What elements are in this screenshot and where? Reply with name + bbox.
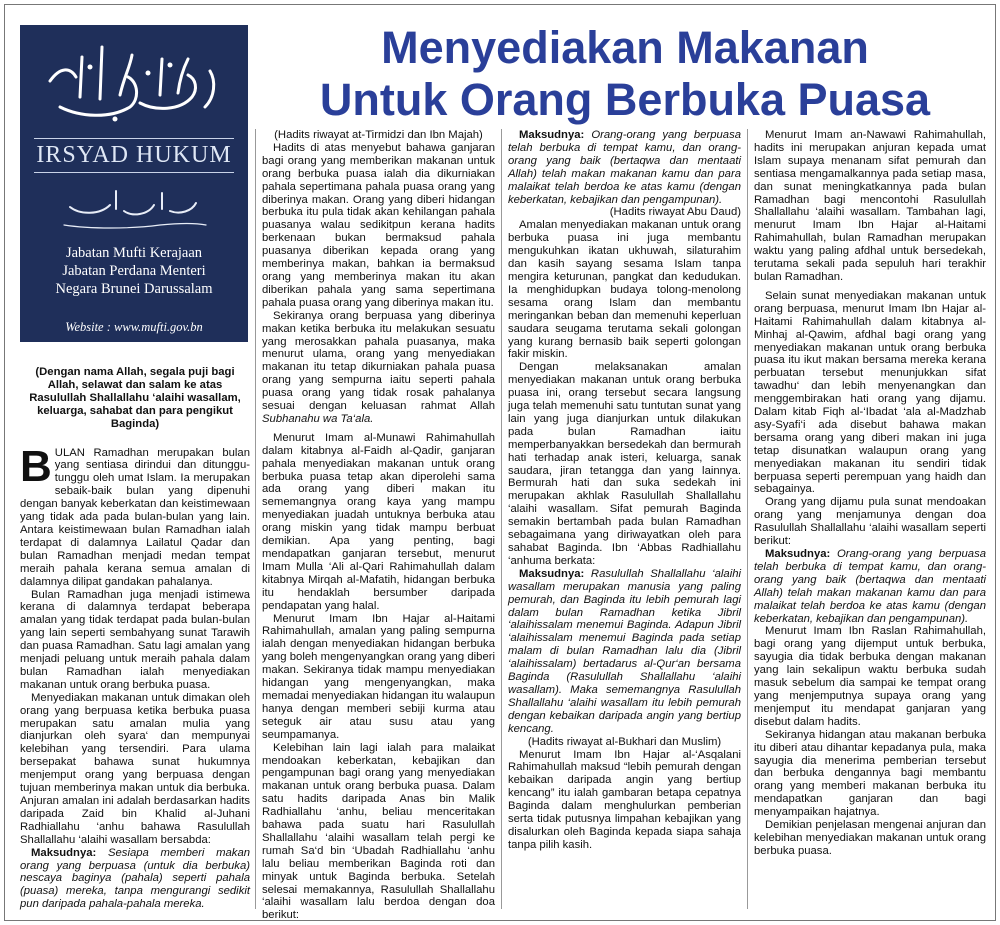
paragraph: Menyediakan makanan untuk dimakan oleh orang yang berpuasa ketika berbuka puasa merupakan satu amalan mulia yang dianjurkan oleh syara‘ dan mempunyai kelebihan yang tersendiri. Para ulama bersepakat bahawa sunat hukumnya menjemput orang yang berpuasa dengan tujuan memberinya makan untuk dia berbuka. Anjuran amalan ini adalah berdasarkan hadits daripada Zaid bin Khalid al-Juhani Radhiallahu ‘anhu bahawa Rasulullah Shallallahu ‘alaihi wasallam bersabda: — [20, 691, 250, 846]
paragraph: Menurut Imam Ibn Hajar al-Haitami Rahimahullah, amalan yang paling sempurna ialah dengan menyediakan hidangan berbuka yang boleh mengenyangkan orang yang diberi makan. Sekiranya tidak mampu menyediakan hidangan yang mengenyangkan, maka memadai menyediakan hidangan itu walaupun hanya dengan memberi sebiji kurma atau seteguk air atau susu atau yang seumpamanya. — [262, 612, 495, 741]
org-line: Negara Brunei Darussalam — [55, 281, 213, 297]
paragraph: Amalan menyediakan makanan untuk orang berbuka puasa ini juga membantu mengukuhkan ikatan ukhuwah, silaturahim dan kasih sayang sesama Islam tanpa mengira keturunan, pangkat dan kedudukan. Ia menghidupkan budaya tolong-menolong sesama orang Islam dan membantu meringankan beban dan memenuhi keperluan saudara seugama terutama sekali golongan yang kurang bernasib baik seperti golongan fakir miskin. — [508, 219, 741, 361]
article-headline — [258, 22, 992, 126]
paragraph: Menurut Imam al-Munawi Rahimahullah dalam kitabnya al-Faidh al-Qadir, ganjaran pahala menyediakan makanan untuk orang berbuka puasa tetap akan diperolehi sama ada orang yang diberi makan itu sememangnya orang kaya yang mampu menyediakan juadah untuknya berbuka atau orang miskin yang tidak mampu berbuat demikian. Apa yang penting, bagi mendapatkan ganjaran tersebut, menurut Imam Mulla ‘Ali al-Qari Rahimahullah dalam kitabnya Mirqah al-Mafatih, hidangan berbuka itu hendaklah bersumber daripada pendapatan yang halal. — [262, 431, 495, 612]
paragraph: Selain sunat menyediakan makanan untuk orang berpuasa, menurut Imam Ibn Hajar al-Haitami Rahimahullah dalam kitabnya al-Minhaj al-Qawim, afdhal bagi orang yang menyediakan makanan untuk orang berbuka puasa itu ikut makan bersama mereka kerana perbuatan tersebut menunjukkan sifat tawadhu‘ dan lebih menyenangkan dan menggembirakan hati orang yang dijamu. Dalam kitab Fiqh al-‘Ibadat ‘ala al-Madzhab asy-Syafi‘i ada disebut bahawa makan bersama orang yang diberi makan ini juga tetap disunatkan walaupun orang yang menyediakan makanan itu sendiri tidak berpuasa seperti perempuan yang haidh dan sebagainya. — [754, 289, 986, 496]
quote-label: Maksudnya: — [765, 548, 831, 560]
hadith-quote — [508, 129, 741, 206]
hadith-reference: (Hadits riwayat Abu Daud) — [609, 206, 741, 219]
quote-label: Maksudnya: — [31, 846, 97, 859]
paragraph: Sekiranya hidangan atau makanan berbuka itu diberi atau dihantar kepadanya pula, maka sayugia dia menerima pemberian tersebut dan berbuka dengannya bagi membantu orang yang memberi makanan berbuka itu mendapatkan ganjaran dan bagi menyampaikan hajatnya. — [754, 728, 986, 819]
paragraph: Hadits di atas menyebut bahawa ganjaran bagi orang yang memberikan makanan untuk orang berbuka puasa ialah dia dikurniakan pahala sepertimana pahala puasa orang yang diberinya makan. Orang yang diberi hidangan berbuka itu pula tidak akan kehilangan pahala puasanya walau sedikitpun kerana hadits berkenaan bukan bermaksud pahala puasanya diberikan kepada orang yang memberinya makan, bahkan ia bermaksud orang yang memberinya makan itu akan diberikan pahala yang sama sepertimana pahala puasa orang yang diberinya makan itu. — [262, 141, 495, 309]
hadith-quote — [508, 568, 741, 736]
paragraph-text: ULAN Ramadhan merupakan bulan yang sentiasa dirindui dan ditunggu-tunggu oleh umat Islam. Ia merupakan sebaik-baik bulan yang dipenuhi dengan banyak keberkatan dan keistimewaan yang tidak ada pada bulan-bulan yang lain. Antara keistimewaan bulan Ramadhan ialah terdapat di dalamnya Lailatul Qadar dan bulan Ramadhan menjadi medan tempat meraih pahala kerana semua amalan di dalamnya dilipat gandakan pahalanya. — [20, 446, 250, 588]
email-text: E-mail : fatwa@mufti.gov.bn - info@mufti.gov.bn — [22, 349, 246, 361]
quote-label: Maksudnya: — [519, 567, 585, 580]
opening-invocation: (Dengan nama Allah, segala puji bagi Allah, selawat dan salam ke atas Rasulullah Shallallahu ‘alaihi wasallam, keluarga, sahabat dan para pengikut Baginda) — [29, 366, 241, 430]
drop-cap: B — [20, 441, 52, 491]
quote-text: Sesiapa memberi makan orang yang berpuasa (untuk dia berbuka) nescaya baginya (pahala) seperti pahala (puasa) mereka, tanpa mengurangi sedikit pun daripada pahala-pahala mereka. — [20, 846, 251, 911]
column-divider — [255, 129, 256, 909]
paragraph: Menurut Imam Ibn Raslan Rahimahullah, bagi orang yang dijemput untuk berbuka, sayugia dia tidak berbuka dengan makanan yang lain sekalipun waktu berbuka sudah masuk sebelum dia sampai ke tempat orang yang menjemputnya supaya orang yang menjemput itu mendapat ganjaran yang disebut dalam hadits. — [754, 625, 986, 728]
paragraph: Menurut Imam an-Nawawi Rahimahullah, hadits ini merupakan anjuran kepada umat Islam supaya menanam sifat pemurah dan sentiasa mengamalkannya pada setiap masa, dan sunat meningkatkannya pada bulan Ramadhan bagi mencontohi Rasulullah Shallallahu ‘alaihi wasallam. Tambahan lagi, menurut Imam Ibn Hajar al-Haitami Rahimahullah, bulan Ramadhan merupakan waktu yang paling afdhal untuk bersedekah, terutama sekali pada sepuluh hari terakhir bulan Ramadhan. — [754, 129, 986, 283]
paragraph-text: Sekiranya orang berpuasa yang diberinya makan ketika berbuka itu melakukan sesuatu yang merosakkan pahala puasanya, maka menurut ulama, orang yang menyediakan makanan itu tetap dikurniakan pahala puasa orang yang sempurna iaitu seperti pahala puasa orang yang tidak rosak pahalanya sesuai dengan keluasan rahmat Allah — [262, 309, 495, 413]
website-text: Website : www.mufti.gov.bn — [65, 320, 203, 334]
headline-line-2: Untuk Orang Berbuka Puasa — [319, 74, 931, 125]
hadith-quote — [20, 847, 250, 912]
quote-label: Maksudnya: — [519, 129, 585, 141]
article-column-2 — [262, 129, 495, 922]
column-divider — [747, 129, 748, 909]
article-column-3 — [508, 129, 741, 852]
headline-line-1: Menyediakan Makanan — [381, 22, 869, 73]
paragraph: Orang yang dijamu pula sunat mendoakan orang yang menjamunya dengan doa Rasulullah Shallallahu ‘alaihi wasallam seperti berikut: — [754, 496, 986, 548]
org-line: Jabatan Mufti Kerajaan — [65, 245, 203, 261]
organization-name — [20, 244, 248, 298]
hadith-reference: (Hadits riwayat at-Tirmidzi dan Ibn Majah) — [274, 129, 483, 141]
org-line: Jabatan Perdana Menteri — [62, 263, 206, 279]
column-divider — [501, 129, 502, 909]
paragraph: Demikian penjelasan mengenai anjuran dan kelebihan menyediakan makanan untuk orang berbuka puasa. — [754, 819, 986, 857]
quote-text: Orang-orang yang berpuasa telah berbuka di tempat kamu, dan orang-orang yang baik (bertaqwa dan mentaati Allah) telah makan makanan kamu dan para malaikat telah berdoa ke atas kamu (dengan keberkatan, kebajikan dan pengampunan). — [754, 548, 987, 625]
quote-text: Orang-orang yang berpuasa telah berbuka di tempat kamu, dan orang-orang yang baik (bertaqwa dan mentaati Allah) telah makan makanan kamu dan para malaikat telah berdoa ke atas kamu (dengan keberkatan, kebajikan dan pengampunan). — [508, 129, 741, 206]
hadith-reference: (Hadits riwayat al-Bukhari dan Muslim) — [527, 735, 722, 748]
article-column-1 — [20, 366, 250, 911]
quote-text: Rasulullah Shallallahu ‘alaihi wasallam merupakan manusia yang paling pemurah, dan Baginda itu lebih pemurah lagi dalam bulan Ramadhan ketika Jibril ‘alaihissalam menemui Baginda. Adapun Jibril ‘alaihissalam menemui Baginda pada setiap malam di bulan Ramadhan lalu dia (Jibril ‘alaihissalam) bertadarus al-Qur‘an bersama Baginda (Rasulullah Shallallahu ‘alaihi wasallam). Maka sememangnya Rasulullah Shallallahu ‘alaihi wasallam itu lebih pemurah dengan kebaikan daripada angin yang bertiup kencang. — [508, 567, 742, 735]
irsyad-hukum-logo — [20, 25, 248, 361]
arabic-calligraphy-logo — [20, 37, 248, 129]
paragraph: Kelebihan lain lagi ialah para malaikat mendoakan keberkatan, kebajikan dan pengampunan bagi orang yang menyediakan makanan untuk orang berbuka puasa. Dalam satu hadits daripada Anas bin Malik Radhiallahu ‘anhu, beliau menceritakan bahawa pada suatu hari Rasulullah Shallallahu ‘alaihi wasallam telah pergi ke rumah Sa‘d bin ‘Ubadah Radhiallahu ‘anhu lalu beliau memberikan Baginda roti dan minyak untuk Baginda berbuka. Setelah selesai memakannya, Rasulullah Shallallahu ‘alaihi wasallam lalu berdoa dengan doa berikut: — [262, 741, 495, 922]
paragraph: Dengan melaksanakan amalan menyediakan makanan untuk orang berbuka puasa ini, orang tersebut secara langsung juga telah memenuhi satu tuntutan sunat yang lain yang juga dianjurkan untuk dilakukan pada bulan Ramadhan iaitu memperbanyakkan bersedekah dan bermurah hati terhadap anak isteri, keluarga, sanak saudara, jiran tetangga dan yang lainnya. Bermurah hati dan suka sedekah ini merupakan akhlak Rasulullah Shallallahu ‘alaihi wasallam. Sifat pemurah Baginda semakin bertambah pada bulan Ramadhan sebagaimana yang diriwayatkan oleh para sahabat Baginda. Ibn ‘Abbas Radhiallahu ‘anhuma berkata: — [508, 361, 741, 567]
paragraph: Bulan Ramadhan juga menjadi istimewa kerana di dalamnya terdapat beberapa amalan yang tidak terdapat pada bulan-bulan yang lain seperti sembahyang sunat Tarawih dan puasa Ramadhan. Satu lagi amalan yang menjadi peluang untuk meraih pahala dalam bulan Ramadhan ialah menyediakan makanan untuk orang berbuka puasa. — [20, 588, 250, 691]
paragraph-italic: Subhanahu wa Ta‘ala. — [262, 412, 374, 425]
paragraph: Menurut Imam Ibn Hajar al-‘Asqalani Rahimahullah maksud “lebih pemurah dengan kebaikan daripada angin yang bertiup kencang” itu ialah gambaran betapa cepatnya Baginda dalam menghulurkan pemberian serta tidak putusnya limpahan kebajikan yang disalurkan oleh Baginda kepada siapa sahaja tanpa pilih kasih. — [508, 748, 741, 851]
paragraph — [20, 441, 250, 589]
jawi-script-emblem — [20, 181, 248, 233]
brand-name: IRSYAD HUKUM — [34, 138, 234, 173]
hadith-quote — [754, 548, 986, 625]
paragraph — [262, 310, 495, 426]
article-column-4 — [754, 129, 986, 858]
